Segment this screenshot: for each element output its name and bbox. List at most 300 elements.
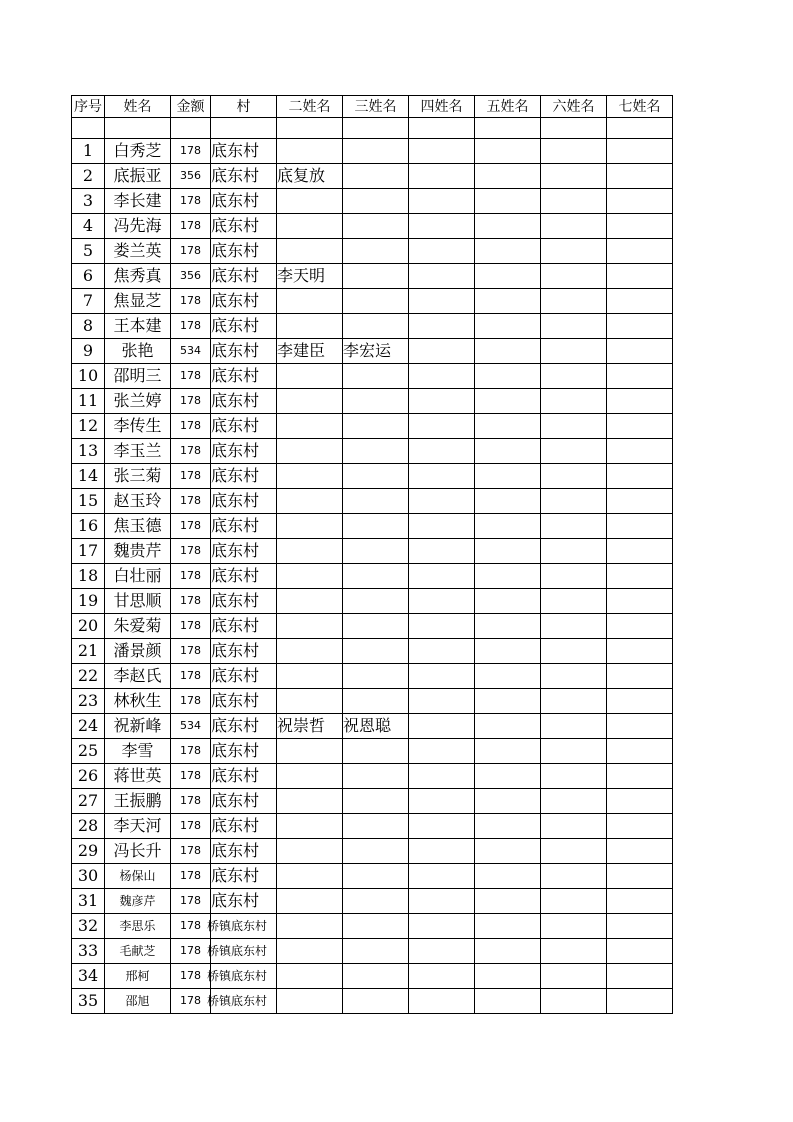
row-name2: [277, 789, 343, 814]
row-name: 邵旭: [105, 989, 171, 1014]
table-row: [72, 514, 673, 539]
row-amount: 356: [171, 164, 211, 189]
row-name: 冯长升: [105, 839, 171, 864]
row-name4: [409, 239, 475, 264]
row-name2: [277, 839, 343, 864]
row-name7: [607, 364, 673, 389]
row-name7: [607, 539, 673, 564]
row-amount: 178: [171, 589, 211, 614]
row-name: 邵明三: [105, 364, 171, 389]
row-name2: [277, 464, 343, 489]
row-name4: [409, 439, 475, 464]
row-village: 底东村: [211, 214, 277, 239]
row-name3: [343, 639, 409, 664]
row-name: 李雪: [105, 739, 171, 764]
row-name6: [541, 439, 607, 464]
row-name: 李长建: [105, 189, 171, 214]
row-amount: 178: [171, 814, 211, 839]
row-number: 33: [72, 939, 105, 964]
row-name6: [541, 864, 607, 889]
row-name4: [409, 914, 475, 939]
row-name4: [409, 264, 475, 289]
row-name4: [409, 539, 475, 564]
row-name6: [541, 889, 607, 914]
row-name4: [409, 789, 475, 814]
row-amount: 178: [171, 189, 211, 214]
row-name7: [607, 789, 673, 814]
table-row: [72, 289, 673, 314]
row-number: 16: [72, 514, 105, 539]
row-village: 底东村: [211, 164, 277, 189]
header-name: 姓名: [105, 96, 171, 118]
row-name2: [277, 139, 343, 164]
row-name: 李思乐: [105, 914, 171, 939]
row-village: 底东村: [211, 264, 277, 289]
header-village: 村: [211, 96, 277, 118]
header-name6: 六姓名: [541, 96, 607, 118]
row-village: 底东村: [211, 339, 277, 364]
row-name3: [343, 239, 409, 264]
row-name3: [343, 789, 409, 814]
row-name3: 李宏运: [343, 339, 409, 364]
row-name5: [475, 189, 541, 214]
row-name7: [607, 714, 673, 739]
row-name7: [607, 864, 673, 889]
row-name2: [277, 289, 343, 314]
row-name7: [607, 264, 673, 289]
row-name: 王振鹏: [105, 789, 171, 814]
row-name2: [277, 589, 343, 614]
table-row: [72, 214, 673, 239]
row-name6: [541, 964, 607, 989]
row-village: 底东村: [211, 589, 277, 614]
row-name4: [409, 464, 475, 489]
row-name5: [475, 814, 541, 839]
row-name3: [343, 689, 409, 714]
row-name: 张艳: [105, 339, 171, 364]
row-number: 20: [72, 614, 105, 639]
row-name6: [541, 389, 607, 414]
row-number: 28: [72, 814, 105, 839]
row-name6: [541, 639, 607, 664]
row-name2: [277, 814, 343, 839]
row-name5: [475, 714, 541, 739]
row-amount: 178: [171, 889, 211, 914]
row-name3: [343, 664, 409, 689]
table-row: [72, 764, 673, 789]
row-village: 底东村: [211, 239, 277, 264]
row-name3: [343, 164, 409, 189]
row-name3: [343, 914, 409, 939]
row-name: 林秋生: [105, 689, 171, 714]
row-name4: [409, 214, 475, 239]
row-name: 杨保山: [105, 864, 171, 889]
row-name6: [541, 739, 607, 764]
row-village: 桥镇底东村: [211, 989, 277, 1014]
row-number: 26: [72, 764, 105, 789]
row-amount: 178: [171, 289, 211, 314]
row-name6: [541, 314, 607, 339]
header-name7: 七姓名: [607, 96, 673, 118]
row-name4: [409, 814, 475, 839]
table-row: [72, 464, 673, 489]
row-name2: [277, 414, 343, 439]
row-name2: [277, 514, 343, 539]
row-name2: [277, 539, 343, 564]
row-name6: [541, 689, 607, 714]
row-village: 底东村: [211, 139, 277, 164]
table-row: [72, 389, 673, 414]
row-name5: [475, 989, 541, 1014]
row-name6: [541, 189, 607, 214]
row-name6: [541, 764, 607, 789]
row-name4: [409, 364, 475, 389]
row-name6: [541, 339, 607, 364]
row-name6: [541, 564, 607, 589]
row-name7: [607, 314, 673, 339]
row-name3: [343, 589, 409, 614]
row-name5: [475, 689, 541, 714]
row-name5: [475, 439, 541, 464]
row-number: 10: [72, 364, 105, 389]
row-name7: [607, 439, 673, 464]
row-name6: [541, 514, 607, 539]
row-name6: [541, 464, 607, 489]
row-name5: [475, 214, 541, 239]
row-amount: 178: [171, 214, 211, 239]
table-row: [72, 939, 673, 964]
table-row: [72, 539, 673, 564]
table-row: [72, 964, 673, 989]
row-name5: [475, 939, 541, 964]
row-name5: [475, 139, 541, 164]
row-name: 王本建: [105, 314, 171, 339]
row-amount: 178: [171, 389, 211, 414]
row-name3: [343, 539, 409, 564]
row-name2: [277, 314, 343, 339]
row-name2: [277, 864, 343, 889]
row-name4: [409, 664, 475, 689]
row-name6: [541, 239, 607, 264]
row-name7: [607, 989, 673, 1014]
row-name3: [343, 489, 409, 514]
row-number: 21: [72, 639, 105, 664]
row-name4: [409, 839, 475, 864]
row-name4: [409, 189, 475, 214]
row-village: 底东村: [211, 889, 277, 914]
row-amount: 178: [171, 689, 211, 714]
row-amount: 178: [171, 564, 211, 589]
row-name5: [475, 639, 541, 664]
row-name5: [475, 539, 541, 564]
row-number: 27: [72, 789, 105, 814]
row-name5: [475, 764, 541, 789]
row-name2: [277, 364, 343, 389]
row-number: 13: [72, 439, 105, 464]
row-name5: [475, 164, 541, 189]
row-amount: 534: [171, 339, 211, 364]
row-name3: [343, 989, 409, 1014]
row-name5: [475, 364, 541, 389]
row-name5: [475, 839, 541, 864]
row-amount: 178: [171, 614, 211, 639]
row-name5: [475, 664, 541, 689]
row-name4: [409, 639, 475, 664]
row-name3: [343, 464, 409, 489]
row-name4: [409, 989, 475, 1014]
row-village: 底东村: [211, 389, 277, 414]
row-amount: 178: [171, 939, 211, 964]
row-name: 潘景颜: [105, 639, 171, 664]
row-name4: [409, 339, 475, 364]
row-village: 底东村: [211, 789, 277, 814]
row-name4: [409, 614, 475, 639]
row-name: 魏贵芹: [105, 539, 171, 564]
row-name: 焦显芝: [105, 289, 171, 314]
row-name: 魏彦芹: [105, 889, 171, 914]
row-village: 底东村: [211, 739, 277, 764]
row-name2: [277, 389, 343, 414]
row-village: 底东村: [211, 539, 277, 564]
row-village: 底东村: [211, 364, 277, 389]
row-village: 底东村: [211, 689, 277, 714]
header-name5: 五姓名: [475, 96, 541, 118]
row-name7: [607, 964, 673, 989]
row-name2: 祝崇哲: [277, 714, 343, 739]
row-name7: [607, 939, 673, 964]
row-village: 底东村: [211, 814, 277, 839]
row-name3: [343, 864, 409, 889]
table-row: [72, 864, 673, 889]
row-name5: [475, 589, 541, 614]
row-village: 底东村: [211, 639, 277, 664]
row-name5: [475, 789, 541, 814]
roster-table: [71, 95, 673, 1014]
row-name3: [343, 964, 409, 989]
table-row: [72, 839, 673, 864]
row-name2: 李建臣: [277, 339, 343, 364]
row-number: 1: [72, 139, 105, 164]
row-name7: [607, 214, 673, 239]
row-name2: [277, 939, 343, 964]
table-row: [72, 314, 673, 339]
row-name4: [409, 139, 475, 164]
row-number: 35: [72, 989, 105, 1014]
row-number: 30: [72, 864, 105, 889]
row-name5: [475, 289, 541, 314]
row-name: 李天河: [105, 814, 171, 839]
row-number: 23: [72, 689, 105, 714]
row-name3: [343, 414, 409, 439]
row-name7: [607, 664, 673, 689]
row-name7: [607, 489, 673, 514]
row-name4: [409, 414, 475, 439]
row-amount: 178: [171, 964, 211, 989]
row-name2: [277, 564, 343, 589]
row-name5: [475, 464, 541, 489]
row-name7: [607, 189, 673, 214]
row-village: 底东村: [211, 664, 277, 689]
row-amount: 178: [171, 139, 211, 164]
row-name: 蒋世英: [105, 764, 171, 789]
row-amount: 178: [171, 664, 211, 689]
row-name2: [277, 439, 343, 464]
row-number: 22: [72, 664, 105, 689]
row-village: 底东村: [211, 514, 277, 539]
row-amount: 178: [171, 489, 211, 514]
row-name5: [475, 739, 541, 764]
table-row: [72, 739, 673, 764]
table-row: [72, 664, 673, 689]
row-name2: 李天明: [277, 264, 343, 289]
row-amount: 178: [171, 764, 211, 789]
row-amount: 178: [171, 789, 211, 814]
blank-row: [72, 118, 673, 139]
row-name2: [277, 639, 343, 664]
header-amount: 金额: [171, 96, 211, 118]
row-name2: [277, 764, 343, 789]
row-name7: [607, 589, 673, 614]
table-row: [72, 914, 673, 939]
header-name2: 二姓名: [277, 96, 343, 118]
row-name6: [541, 164, 607, 189]
row-name3: [343, 439, 409, 464]
row-village: 底东村: [211, 564, 277, 589]
row-number: 34: [72, 964, 105, 989]
row-name5: [475, 564, 541, 589]
table-row: [72, 714, 673, 739]
row-name5: [475, 964, 541, 989]
row-name7: [607, 139, 673, 164]
row-village: 桥镇底东村: [211, 914, 277, 939]
row-name4: [409, 939, 475, 964]
row-name: 焦玉德: [105, 514, 171, 539]
row-village: 底东村: [211, 839, 277, 864]
row-name: 张三菊: [105, 464, 171, 489]
row-name5: [475, 614, 541, 639]
row-amount: 178: [171, 864, 211, 889]
row-number: 31: [72, 889, 105, 914]
row-name4: [409, 514, 475, 539]
row-name7: [607, 164, 673, 189]
row-amount: 178: [171, 639, 211, 664]
row-name6: [541, 714, 607, 739]
row-village: 底东村: [211, 439, 277, 464]
row-name4: [409, 889, 475, 914]
row-number: 19: [72, 589, 105, 614]
row-name5: [475, 264, 541, 289]
row-name: 张兰婷: [105, 389, 171, 414]
row-name: 底振亚: [105, 164, 171, 189]
row-village: 底东村: [211, 764, 277, 789]
row-number: 25: [72, 739, 105, 764]
row-name6: [541, 939, 607, 964]
row-village: 底东村: [211, 489, 277, 514]
row-name3: [343, 214, 409, 239]
row-name6: [541, 214, 607, 239]
row-name: 白壮丽: [105, 564, 171, 589]
row-name5: [475, 414, 541, 439]
table-row: [72, 689, 673, 714]
row-name4: [409, 164, 475, 189]
row-amount: 178: [171, 539, 211, 564]
table-row: [72, 814, 673, 839]
table-row: [72, 264, 673, 289]
row-name: 焦秀真: [105, 264, 171, 289]
row-name6: [541, 814, 607, 839]
header-name4: 四姓名: [409, 96, 475, 118]
row-village: 底东村: [211, 714, 277, 739]
row-name3: [343, 289, 409, 314]
row-name6: [541, 989, 607, 1014]
table-row: [72, 239, 673, 264]
row-name3: [343, 839, 409, 864]
row-village: 底东村: [211, 289, 277, 314]
header-name3: 三姓名: [343, 96, 409, 118]
row-number: 7: [72, 289, 105, 314]
row-amount: 178: [171, 914, 211, 939]
row-name3: [343, 889, 409, 914]
row-name7: [607, 339, 673, 364]
row-name2: [277, 189, 343, 214]
row-name7: [607, 289, 673, 314]
row-name2: [277, 889, 343, 914]
row-name2: [277, 614, 343, 639]
row-name5: [475, 239, 541, 264]
row-name2: [277, 989, 343, 1014]
row-name: 甘思顺: [105, 589, 171, 614]
row-name6: [541, 664, 607, 689]
row-name2: [277, 689, 343, 714]
row-name7: [607, 564, 673, 589]
row-name: 白秀芝: [105, 139, 171, 164]
row-name4: [409, 389, 475, 414]
row-name5: [475, 889, 541, 914]
row-name3: [343, 389, 409, 414]
row-name7: [607, 839, 673, 864]
table-row: [72, 564, 673, 589]
row-name: 娄兰英: [105, 239, 171, 264]
row-amount: 178: [171, 414, 211, 439]
row-name3: [343, 364, 409, 389]
header-no: 序号: [72, 96, 105, 118]
row-number: 18: [72, 564, 105, 589]
row-name6: [541, 414, 607, 439]
row-name4: [409, 489, 475, 514]
row-amount: 178: [171, 464, 211, 489]
table-row: [72, 789, 673, 814]
table-row: [72, 989, 673, 1014]
table-row: [72, 439, 673, 464]
row-village: 底东村: [211, 314, 277, 339]
row-village: 底东村: [211, 189, 277, 214]
table-row: [72, 489, 673, 514]
table-row: [72, 589, 673, 614]
table-row: [72, 139, 673, 164]
row-name: 李传生: [105, 414, 171, 439]
row-name6: [541, 589, 607, 614]
row-name2: [277, 239, 343, 264]
row-name3: [343, 264, 409, 289]
row-name5: [475, 914, 541, 939]
row-amount: 178: [171, 514, 211, 539]
table-row: [72, 364, 673, 389]
row-name4: [409, 764, 475, 789]
row-name: 冯先海: [105, 214, 171, 239]
row-name6: [541, 289, 607, 314]
row-name2: [277, 914, 343, 939]
row-name3: [343, 814, 409, 839]
